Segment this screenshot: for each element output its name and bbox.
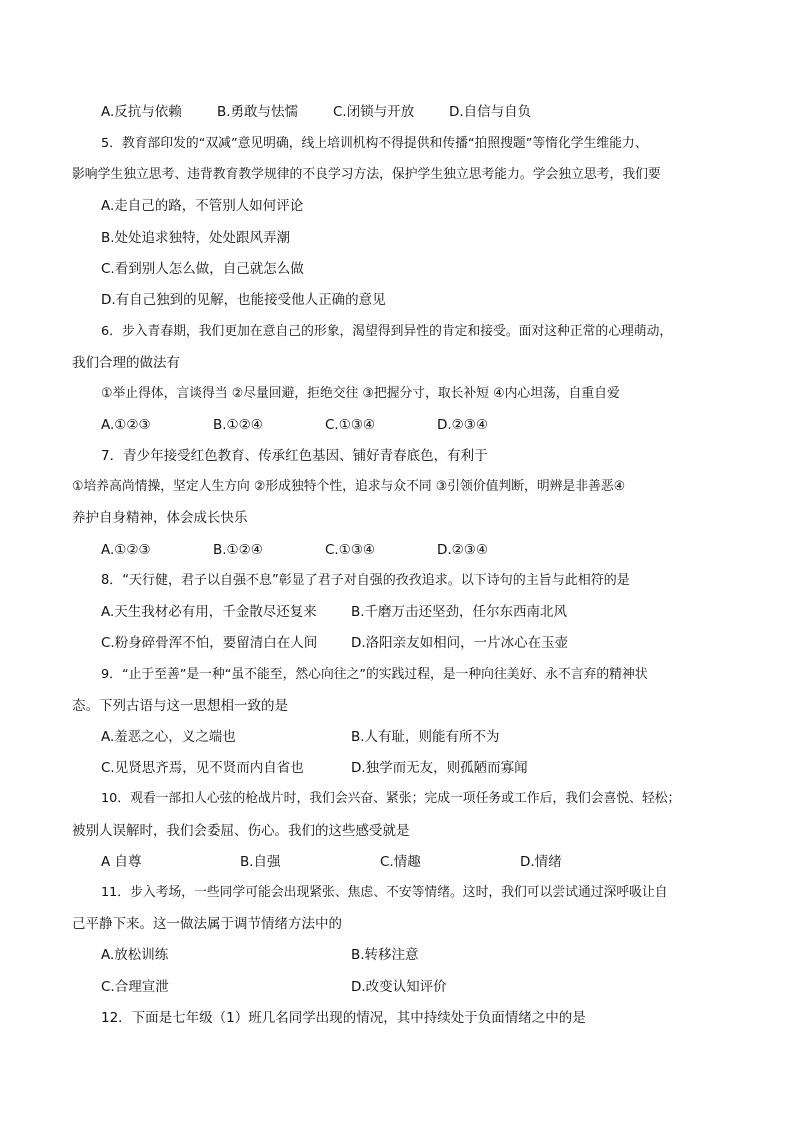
q7-option-c: C.①③④ xyxy=(325,542,376,558)
q5-option-a: A.走自己的路，不管别人如何评论 xyxy=(101,198,304,214)
q9-option-d: D.独学而无友，则孤陋而寡闻 xyxy=(351,760,528,776)
q9-stem-line2: 态。下列古语与这一思想相一致的是 xyxy=(72,698,288,714)
q5-stem-line2: 影响学生独立思考、违背教育教学规律的不良学习方法，保护学生独立思考能力。学会独立思考，我们要 xyxy=(72,167,661,182)
q8-stem-line1: 8．“天行健，君子以自强不息”彰显了君子对自强的孜孜追求。以下诗句的主旨与此相符的是 xyxy=(101,573,630,588)
q7-stem-line1: 7．青少年接受红色教育、传承红色基因、铺好青春底色，有利于 xyxy=(101,448,488,464)
q9-option-b: B.人有耻，则能有所不为 xyxy=(351,729,500,745)
q4-option-d: D.自信与自负 xyxy=(449,104,532,120)
q6-option-d: D.②③④ xyxy=(437,417,488,433)
q8-option-c: C.粉身碎骨浑不怕，要留清白在人间 xyxy=(101,635,318,651)
q6-option-a: A.①②③ xyxy=(101,417,151,433)
q4-option-a: A.反抗与依赖 xyxy=(101,104,182,120)
q9-option-a: A.羞恶之心，义之端也 xyxy=(101,729,236,745)
q5-option-d: D.有自己独到的见解，也能接受他人正确的意见 xyxy=(101,292,386,308)
q7-option-a: A.①②③ xyxy=(101,542,151,558)
q10-option-b: B.自强 xyxy=(240,854,281,870)
q5-option-b: B.处处追求独特，处处跟风弄潮 xyxy=(101,230,291,246)
q10-stem-line1: 10．观看一部扣人心弦的枪战片时，我们会兴奋、紧张；完成一项任务或工作后，我们会喜悦、轻松； xyxy=(101,791,681,806)
q8-option-a: A.天生我材必有用，千金散尽还复来 xyxy=(101,604,317,620)
q12-stem-line1: 12．下面是七年级（1）班几名同学出现的情况，其中持续处于负面情绪之中的是 xyxy=(101,1010,586,1026)
q9-stem-line1: 9．“止于至善”是一种“虽不能至，然心向往之”的实践过程，是一种向往美好、永不言弃的精神状 xyxy=(101,667,648,682)
q8-option-b: B.千磨万击还坚劲，任尔东西南北风 xyxy=(351,604,568,620)
q5-option-c: C.看到别人怎么做，自己就怎么做 xyxy=(101,261,304,277)
q6-option-b: B.①②④ xyxy=(213,417,263,433)
q7-statements-line2: 养护自身精神，体会成长快乐 xyxy=(72,510,248,526)
q6-option-c: C.①③④ xyxy=(325,417,376,433)
q10-option-d: D.情绪 xyxy=(520,854,562,870)
q10-stem-line2: 被别人误解时，我们会委屈、伤心。我们的这些感受就是 xyxy=(72,823,410,839)
q11-option-d: D.改变认知评价 xyxy=(351,979,447,995)
q4-option-b: B.勇敢与怯懦 xyxy=(217,104,299,120)
q11-option-b: B.转移注意 xyxy=(351,947,419,963)
q7-statements-line1: ①培养高尚情操，坚定人生方向 ②形成独特个性，追求与众不同 ③引领价值判断，明辨是非善恶④ xyxy=(72,479,626,494)
q11-option-a: A.放松训练 xyxy=(101,947,169,963)
q11-stem-line1: 11．步入考场，一些同学可能会出现紧张、焦虑、不安等情绪。这时，我们可以尝试通过深呼吸让自 xyxy=(101,885,668,900)
q6-stem-line1: 6．步入青春期，我们更加在意自己的形象，渴望得到异性的肯定和接受。面对这种正常的心理萌动， xyxy=(101,324,673,339)
q7-option-d: D.②③④ xyxy=(437,542,488,558)
q11-stem-line2: 己平静下来。这一做法属于调节情绪方法中的 xyxy=(72,916,342,932)
q9-option-c: C.见贤思齐焉，见不贤而内自省也 xyxy=(101,760,304,776)
q10-option-a: A 自尊 xyxy=(101,854,142,870)
q7-option-b: B.①②④ xyxy=(213,542,263,558)
q6-stem-line2: 我们合理的做法有 xyxy=(72,355,180,371)
q8-option-d: D.洛阳亲友如相问，一片冰心在玉壶 xyxy=(351,635,569,651)
q10-option-c: C.情趣 xyxy=(380,854,421,870)
q4-option-c: C.闭锁与开放 xyxy=(333,104,415,120)
q6-statements: ①举止得体，言谈得当 ②尽量回避，拒绝交往 ③把握分寸，取长补短 ④内心坦荡，自重自爱 xyxy=(101,386,620,401)
q5-stem-line1: 5．教育部印发的“双减”意见明确，线上培训机构不得提供和传播“拍照搜题”等惰化学生维能力、 xyxy=(101,136,648,151)
q11-option-c: C.合理宣泄 xyxy=(101,979,169,995)
